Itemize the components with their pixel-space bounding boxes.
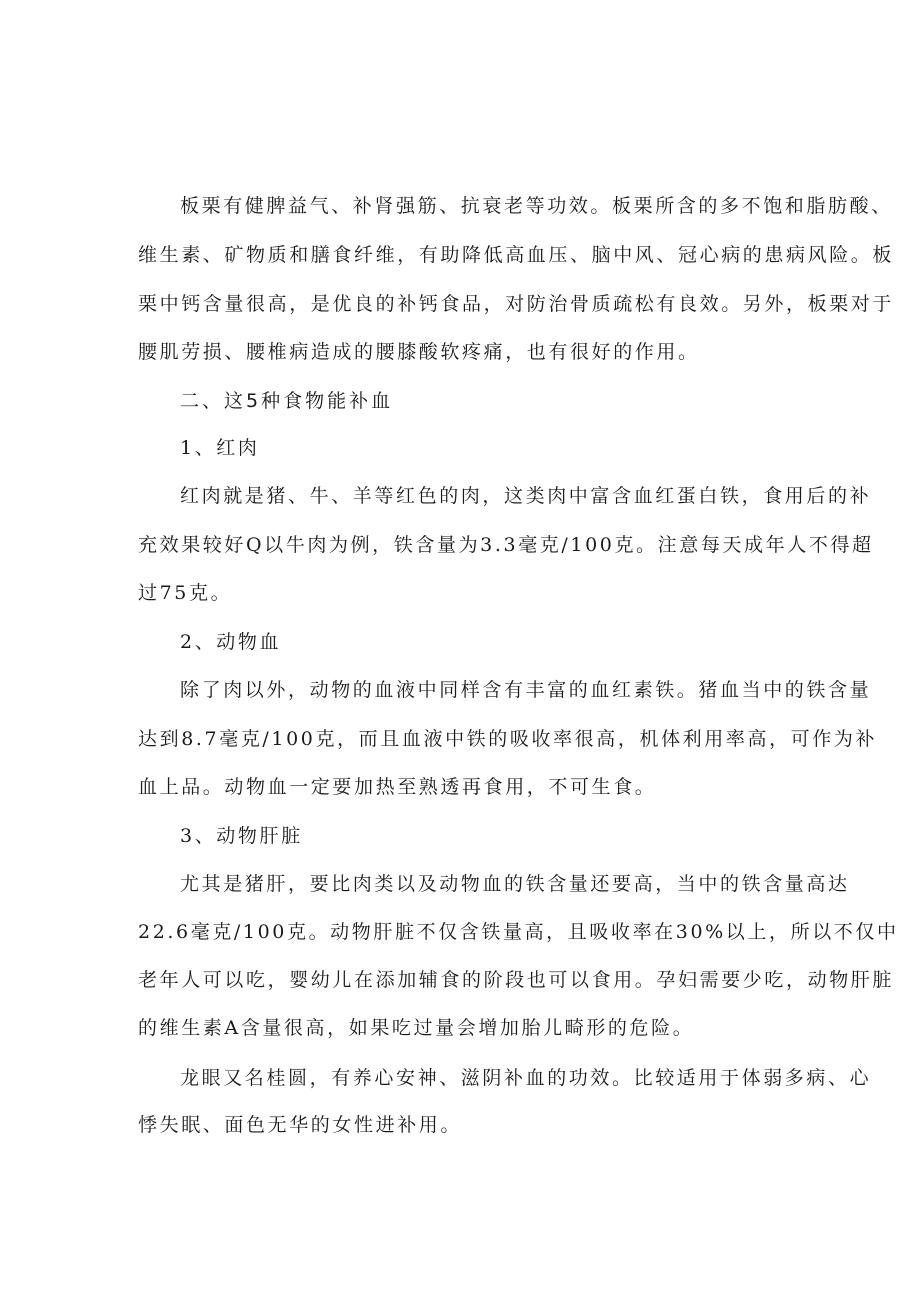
paragraph-line: 红肉就是猪、牛、羊等红色的肉，这类肉中富含血红蛋白铁，食用后的补 <box>180 485 872 507</box>
paragraph-line: 充效果较好Q以牛肉为例，铁含量为3.3毫克/100克。注意每天成年人不得超 <box>138 534 874 556</box>
paragraph-line: 血上品。动物血一定要加热至熟透再食用，不可生食。 <box>138 776 657 798</box>
paragraph-line: 维生素、矿物质和膳食纤维，有助降低高血压、脑中风、冠心病的患病风险。板 <box>138 244 895 266</box>
paragraph-line: 过75克。 <box>138 582 233 604</box>
paragraph-line: 栗中钙含量很高，是优良的补钙食品，对防治骨质疏松有良效。另外，板栗对于 <box>138 293 895 315</box>
paragraph-line: 22.6毫克/100克。动物肝脏不仅含铁量高，且吸收率在30%以上，所以不仅中 <box>138 921 899 943</box>
paragraph-line: 老年人可以吃，婴幼儿在添加辅食的阶段也可以食用。孕妇需要少吃，动物肝脏 <box>138 969 895 991</box>
paragraph-line: 达到8.7毫克/100克，而且血液中铁的吸收率很高，机体利用率高，可作为补 <box>138 728 878 750</box>
paragraph-line: 的维生素A含量很高，如果吃过量会增加胎儿畸形的危险。 <box>138 1017 695 1039</box>
paragraph-line: 龙眼又名桂圆，有养心安神、滋阴补血的功效。比较适用于体弱多病、心 <box>180 1067 872 1089</box>
subsection-heading: 1、红肉 <box>180 437 260 459</box>
paragraph-line: 板栗有健脾益气、补肾强筋、抗衰老等功效。板栗所含的多不饱和脂肪酸、 <box>180 195 893 217</box>
paragraph-line: 悸失眠、面色无华的女性进补用。 <box>138 1114 463 1136</box>
subsection-heading: 2、动物血 <box>180 631 282 653</box>
section-heading: 二、这5种食物能补血 <box>180 390 394 412</box>
paragraph-line: 除了肉以外，动物的血液中同样含有丰富的血红素铁。猪血当中的铁含量 <box>180 679 872 701</box>
paragraph-line: 腰肌劳损、腰椎病造成的腰膝酸软疼痛，也有很好的作用。 <box>138 341 700 363</box>
subsection-heading: 3、动物肝脏 <box>180 825 303 847</box>
paragraph-line: 尤其是猪肝，要比肉类以及动物血的铁含量还要高，当中的铁含量高达 <box>180 873 850 895</box>
